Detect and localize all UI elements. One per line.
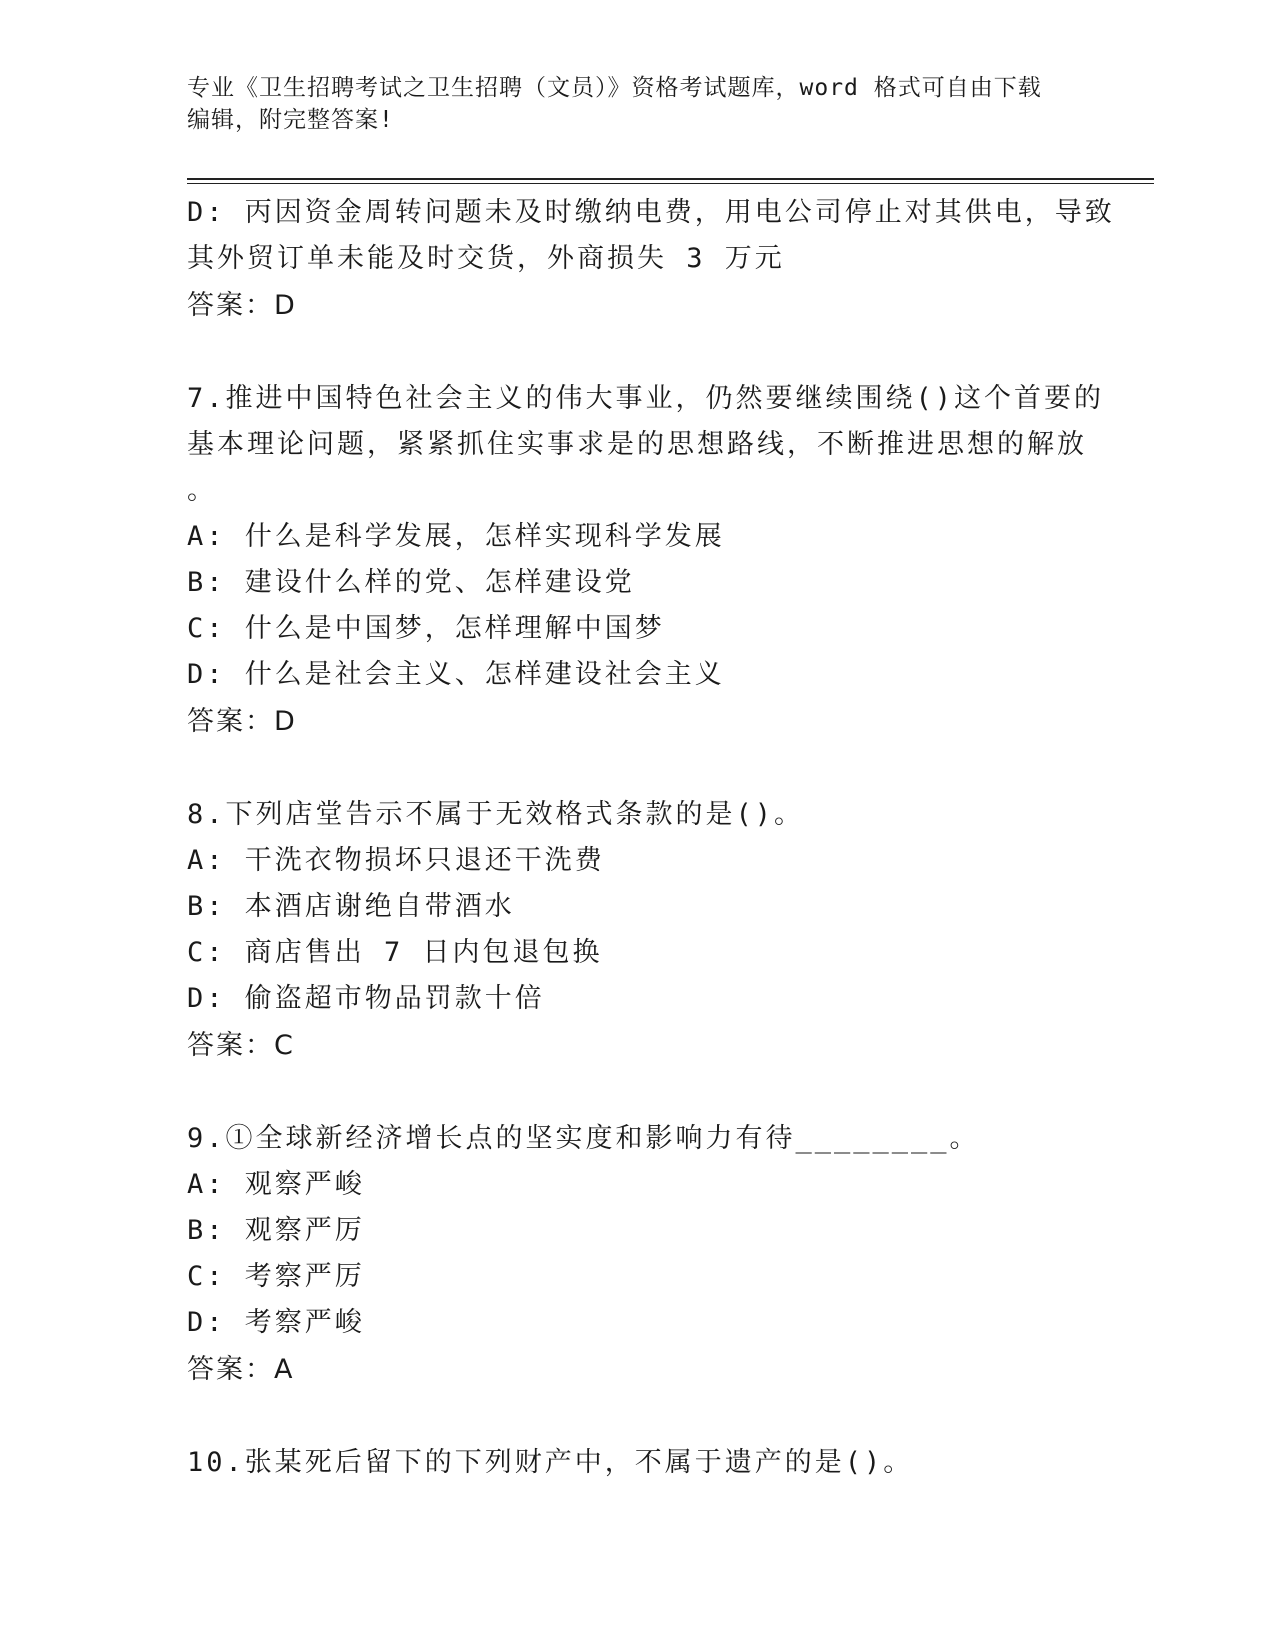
option-d-continued: 其外贸订单未能及时交货，外商损失 3 万元 xyxy=(187,243,785,274)
question-8 xyxy=(187,792,1087,1070)
answer: 答案：D xyxy=(187,706,297,737)
question-text: 10.张某死后留下的下列财产中，不属于遗产的是()。 xyxy=(187,1447,914,1478)
spacer xyxy=(187,330,1087,376)
answer: 答案：A xyxy=(187,1354,295,1385)
option-b: B: 建设什么样的党、怎样建设党 xyxy=(187,567,635,598)
option-c: C: 什么是中国梦，怎样理解中国梦 xyxy=(187,613,665,644)
spacer xyxy=(187,746,1087,792)
question-9 xyxy=(187,1116,1087,1394)
question-text: 8.下列店堂告示不属于无效格式条款的是()。 xyxy=(187,799,805,830)
option-a: A: 干洗衣物损坏只退还干洗费 xyxy=(187,845,605,876)
option-d: D: 偷盗超市物品罚款十倍 xyxy=(187,983,545,1014)
question-10 xyxy=(187,1440,1087,1486)
previous-question-tail xyxy=(187,190,1115,330)
question-text: 基本理论问题，紧紧抓住实事求是的思想路线，不断推进思想的解放 xyxy=(187,429,1087,460)
page-header xyxy=(187,72,1087,136)
spacer xyxy=(187,1070,1087,1116)
option-d: D: 什么是社会主义、怎样建设社会主义 xyxy=(187,659,725,690)
answer: 答案：D xyxy=(187,290,297,321)
option-c: C: 考察严厉 xyxy=(187,1261,365,1292)
header-rule-thick xyxy=(187,178,1154,180)
question-7 xyxy=(187,376,1105,746)
header-rule-thin xyxy=(187,183,1154,184)
option-d: D: 丙因资金周转问题未及时缴纳电费，用电公司停止对其供电，导致 xyxy=(187,197,1115,228)
option-c: C: 商店售出 7 日内包退包换 xyxy=(187,937,603,968)
answer: 答案：C xyxy=(187,1030,295,1061)
option-a: A: 观察严峻 xyxy=(187,1169,365,1200)
header-line-1: 专业《卫生招聘考试之卫生招聘（文员）》资格考试题库，word 格式可自由下载 xyxy=(187,75,1042,101)
question-text: 7.推进中国特色社会主义的伟大事业，仍然要继续围绕()这个首要的 xyxy=(187,383,1105,414)
question-body xyxy=(187,190,1115,1486)
option-a: A: 什么是科学发展，怎样实现科学发展 xyxy=(187,521,725,552)
question-text: 9.①全球新经济增长点的坚实度和影响力有待________。 xyxy=(187,1123,980,1154)
spacer xyxy=(187,1394,1087,1440)
header-line-2: 编辑，附完整答案! xyxy=(187,107,394,133)
option-b: B: 观察严厉 xyxy=(187,1215,365,1246)
question-text: 。 xyxy=(187,475,217,506)
option-b: B: 本酒店谢绝自带酒水 xyxy=(187,891,515,922)
option-d: D: 考察严峻 xyxy=(187,1307,365,1338)
